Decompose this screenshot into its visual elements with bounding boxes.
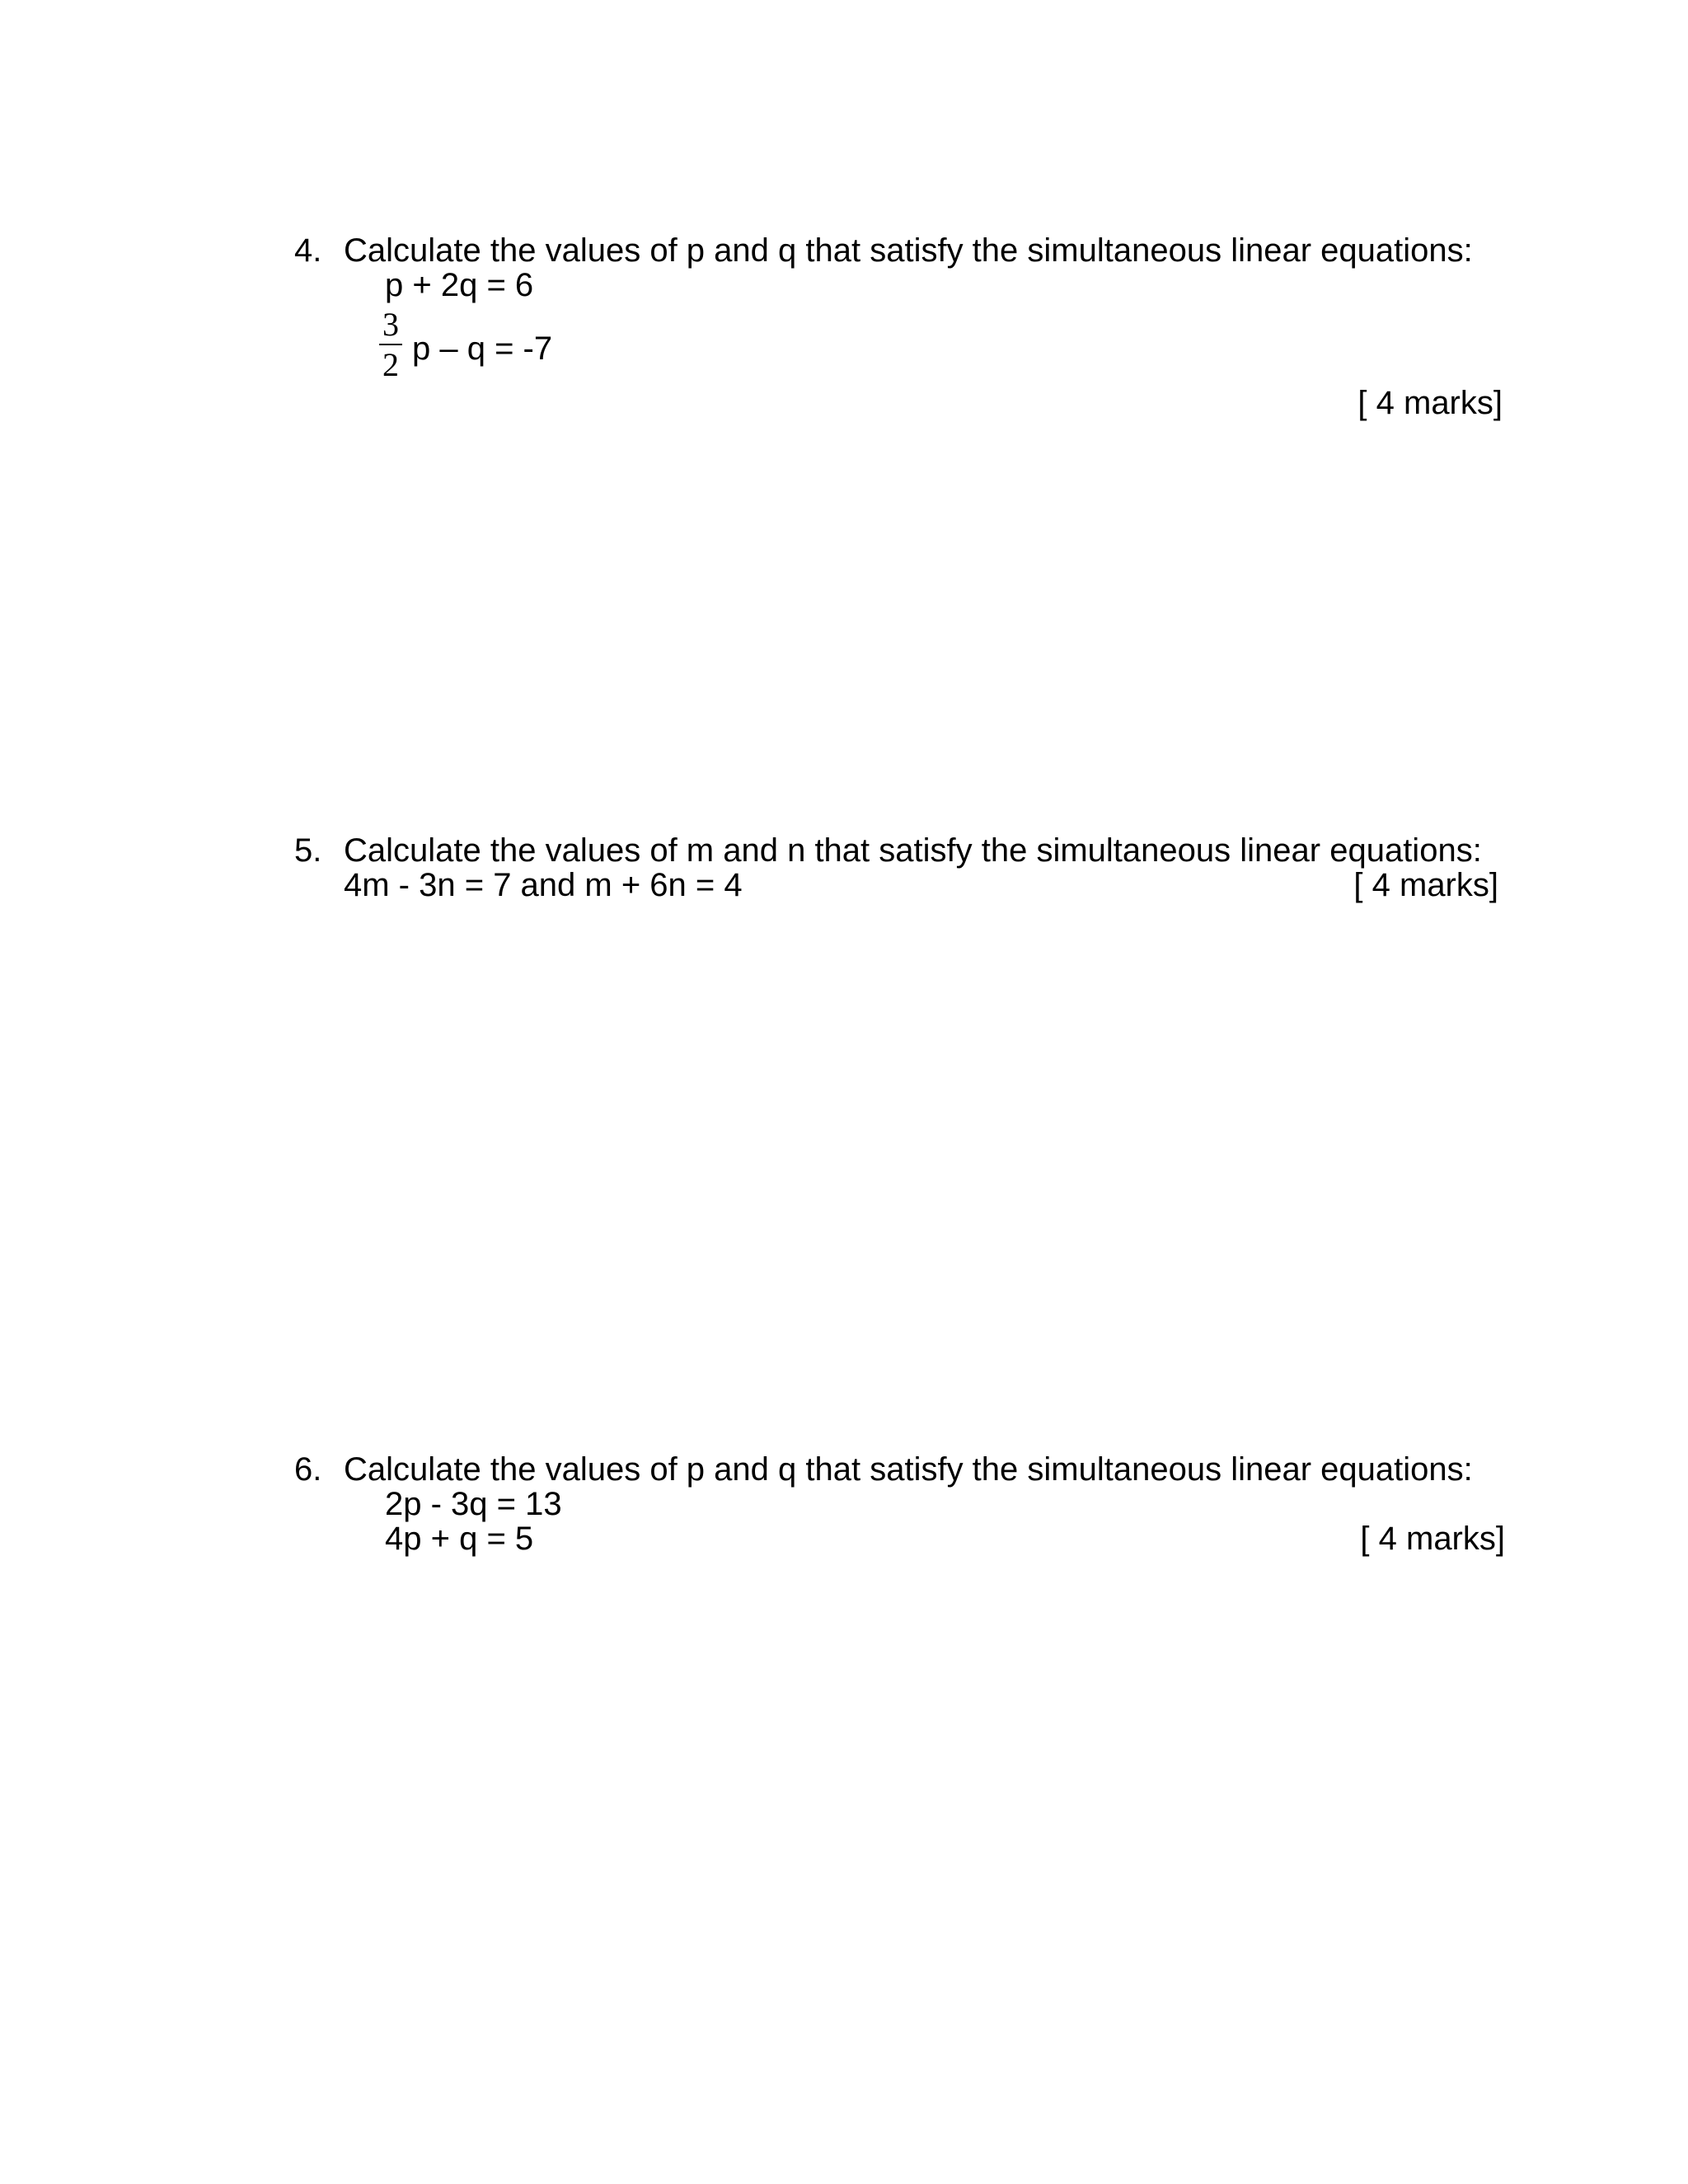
marks-label: [ 4 marks] xyxy=(1357,385,1503,421)
equation-2-rest: p – q = -7 xyxy=(412,330,553,367)
question-number: 6. xyxy=(294,1451,322,1488)
fraction-numerator: 3 xyxy=(382,305,399,343)
marks-label: [ 4 marks] xyxy=(1353,867,1498,903)
equation-1: 2p - 3q = 13 xyxy=(385,1486,562,1522)
marks-label: [ 4 marks] xyxy=(1360,1521,1505,1557)
fraction xyxy=(379,305,402,383)
equations-inline: 4m - 3n = 7 and m + 6n = 4 xyxy=(344,867,743,903)
equation-1: p + 2q = 6 xyxy=(385,267,534,303)
fraction-denominator: 2 xyxy=(382,345,399,383)
equation-2 xyxy=(379,303,552,386)
question-number: 4. xyxy=(294,232,322,269)
question-prompt: Calculate the values of m and n that satisfy the simultaneous linear equations: xyxy=(344,832,1482,869)
fraction-bar xyxy=(379,344,402,345)
equation-2: 4p + q = 5 xyxy=(385,1521,534,1557)
question-prompt: Calculate the values of p and q that satisfy the simultaneous linear equations: xyxy=(344,1451,1473,1488)
question-number: 5. xyxy=(294,832,322,869)
question-prompt: Calculate the values of p and q that satisfy the simultaneous linear equations: xyxy=(344,232,1473,269)
